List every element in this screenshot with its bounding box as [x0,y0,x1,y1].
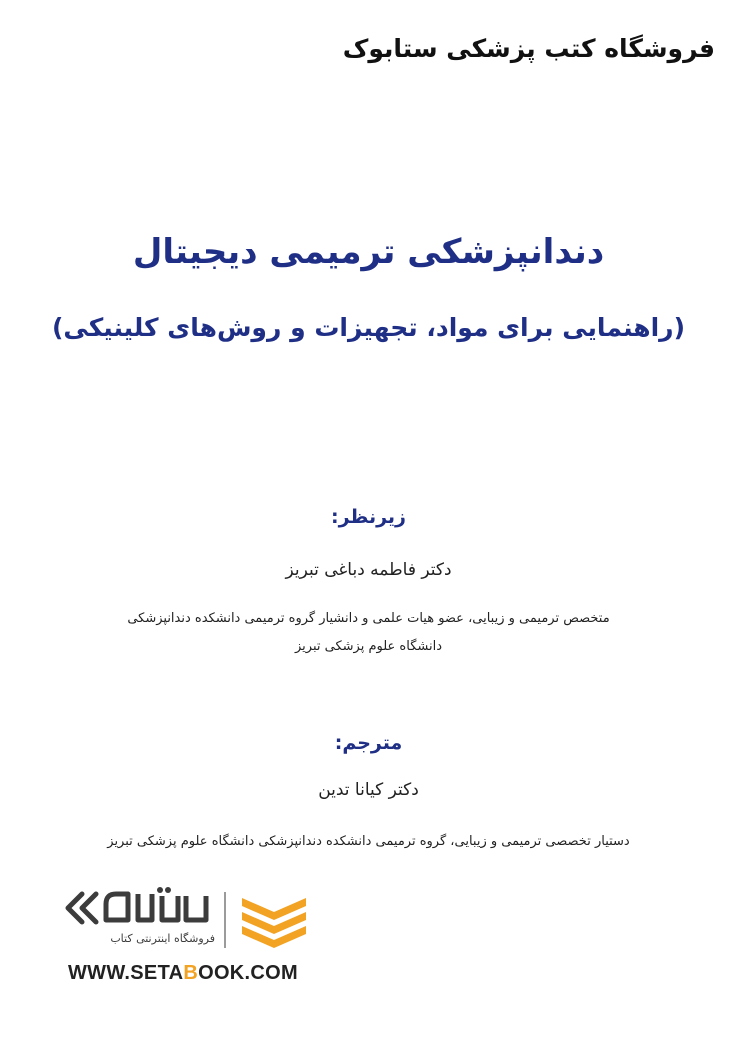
site-url [68,962,298,985]
translator-name: دکتر کیانا تدین [318,780,419,800]
store-header: فروشگاه کتب پزشکی ستابوک [342,34,715,63]
translator-label: مترجم: [334,732,403,754]
supervisor-affiliation-line1: متخصص ترمیمی و زیبایی، عضو هیات علمی و دانشیار گروه ترمیمی دانشکده دندانپزشکی [127,611,610,626]
supervisor-affiliation-line2: دانشگاه علوم پزشکی تبریز [295,639,442,654]
open-book-mark-icon [238,890,310,952]
translator-affiliation: دستیار تخصصی ترمیمی و زیبایی، گروه ترمیمی دانشکده دندانپزشکی دانشگاه علوم پزشکی تبریز [107,834,630,849]
logo-divider [224,892,226,948]
book-subtitle: (راهنمایی برای مواد، تجهیزات و روش‌های کلینیکی) [51,313,686,342]
site-url-prefix: WWW.SETA [68,962,184,984]
site-url-accent: B [183,962,199,984]
supervisor-label: زیرنظر: [331,506,406,528]
logo-tagline: فروشگاه اینترنتی کتاب [110,932,215,945]
site-url-suffix: OOK.COM [198,962,298,984]
book-title: دندانپزشکی ترمیمی دیجیتال [132,232,605,272]
setabook-logo [62,880,312,990]
supervisor-name: دکتر فاطمه دباغی تبریز [285,560,452,580]
